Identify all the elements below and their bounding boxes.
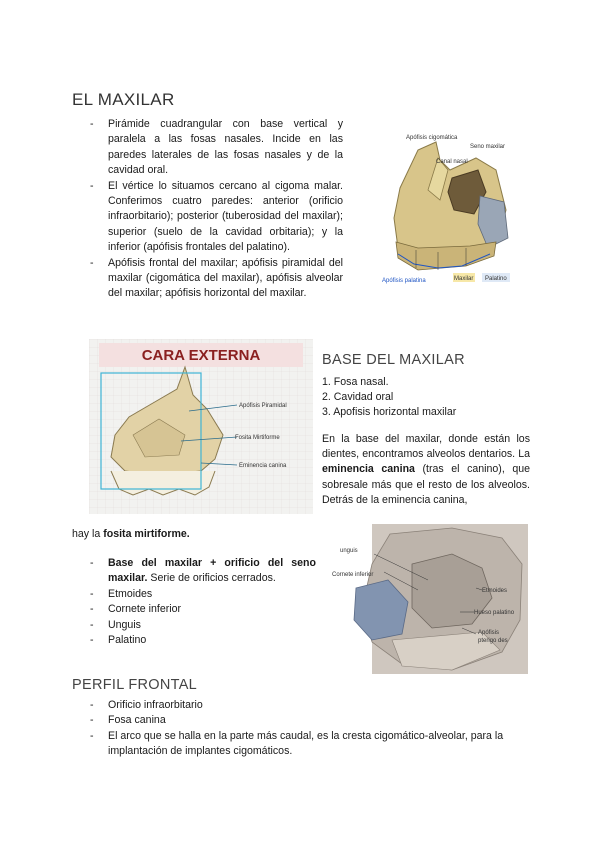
label-palatino: Palatino [485, 276, 507, 282]
label-fosita-mirtiforme: Fosita Mirtiforme [235, 435, 280, 441]
maxilar-bullet-list [90, 117, 343, 302]
list-item: - Pirámide cuadrangular con base vertical y paralela a las fosas nasales. Incide en las paredes laterales de las fosas nasales y de la cavidad oral. [90, 117, 343, 179]
list-item: - El vértice lo situamos cercano al cigoma malar. Conferimos cuatro paredes: anterior (orificio infraorbitario); posterior (tuberosidad del maxilar); superior (suelo de la cavidad orbitaria); y la inferior (apófisis frontales del palatino). [90, 179, 343, 256]
maxilar-internal-figure [332, 524, 528, 674]
label-apofisis-piramidal: Apófisis Piramidal [239, 403, 287, 409]
list-item: 2. Cavidad oral [322, 391, 394, 404]
label-eminencia-canina: Eminencia canina [239, 463, 287, 469]
term-eminencia-canina: eminencia canina [322, 463, 415, 476]
list-item: - Apófisis frontal del maxilar; apófisis piramidal del maxilar (cigomática del maxilar), apófisis alveolar del maxilar; apófisis horizontal del maxilar. [90, 256, 343, 302]
term-fosita-mirtiforme: fosita mirtiforme. [103, 528, 190, 540]
base-maxilar-paragraph-continued: hay la fosita mirtiforme. [72, 528, 190, 540]
label-apofisis-palatina: Apófisis palatina [382, 278, 426, 284]
label-unguis: unguis [340, 548, 358, 554]
maxilar-sinus-illustration [378, 130, 526, 290]
cara-externa-figure [89, 339, 313, 514]
label-pterigoides: pterigo des [478, 638, 508, 644]
base-maxilar-paragraph: En la base del maxilar, donde están los dientes, encontramos alveolos dentarios. La eminencia canina (tras el canino), que sobresale más que el resto de los alveolos. Detrás de la eminencia canina, [322, 433, 530, 506]
list-item: - Etmoides [90, 587, 316, 602]
section-title-base-del-maxilar: BASE DEL MAXILAR [322, 352, 465, 368]
label-apofisis-cigomatica: Apófisis cigomática [406, 135, 458, 141]
list-item: - Orificio infraorbitario [90, 698, 530, 713]
cara-externa-illustration [89, 339, 313, 514]
maxilar-internal-illustration [332, 524, 528, 674]
list-item: 3. Apofisis horizontal maxilar [322, 406, 457, 419]
list-item: - Palatino [90, 633, 316, 648]
label-seno-maxilar: Seno maxilar [470, 144, 506, 150]
section-title-el-maxilar: EL MAXILAR [72, 90, 175, 109]
label-maxilar: Maxilar [454, 276, 474, 282]
list-item: - Unguis [90, 618, 316, 633]
section-title-perfil-frontal: PERFIL FRONTAL [72, 677, 198, 693]
label-etmoides: Etmoides [482, 588, 508, 594]
label-apofisis: Apófisis [478, 630, 500, 636]
maxilar-sinus-figure [378, 130, 526, 290]
label-canal-nasal: Canal nasal [436, 159, 468, 165]
list-item: - Cornete inferior [90, 602, 316, 617]
list-item: - El arco que se halla en la parte más caudal, es la cresta cigomático-alveolar, para la implantación de implantes cigomáticos. [90, 729, 530, 760]
orificio-seno-list [90, 556, 316, 648]
base-maxilar-numbered-list [322, 375, 532, 421]
label-cornete-inferior: Cornete inferior [332, 572, 374, 578]
label-hueso-palatino: Hueso palatino [474, 610, 515, 616]
cara-externa-title: CARA EXTERNA [141, 347, 261, 364]
list-item: - Fosa canina [90, 713, 530, 728]
list-item: - Base del maxilar + orificio del seno maxilar. Serie de orificios cerrados. [90, 556, 316, 587]
perfil-frontal-list [90, 698, 530, 760]
list-item: 1. Fosa nasal. [322, 376, 389, 388]
